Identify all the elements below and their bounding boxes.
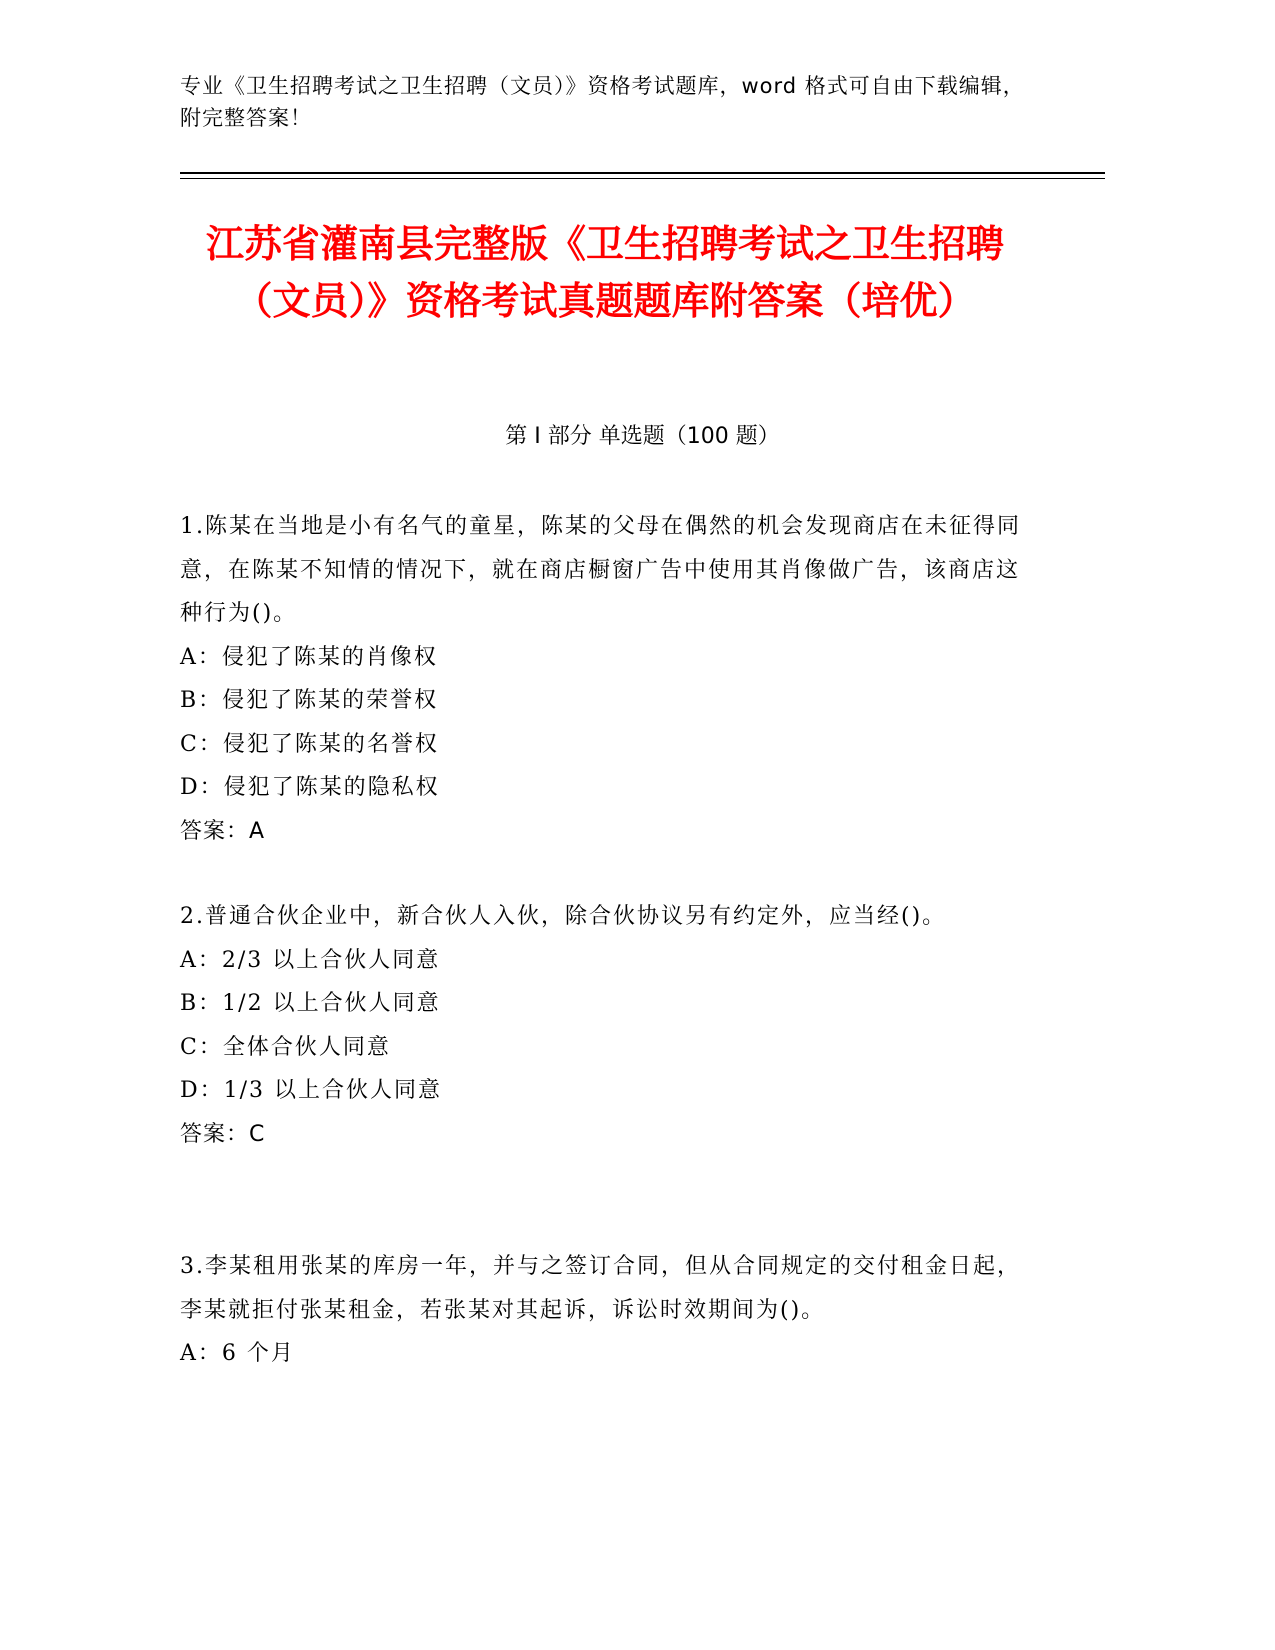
option-a: A：侵犯了陈某的肖像权 — [180, 644, 438, 670]
option-c: C：侵犯了陈某的名誉权 — [180, 731, 439, 757]
document-title: 江苏省灌南县完整版《卫生招聘考试之卫生招聘（文员）》资格考试真题题库附答案（培优） — [205, 222, 1004, 323]
answer: 答案：A — [180, 818, 266, 844]
option-d: D：1/3 以上合伙人同意 — [180, 1078, 443, 1103]
option-b: B：侵犯了陈某的荣誉权 — [180, 688, 439, 713]
option-c: C：全体合伙人同意 — [180, 1034, 391, 1060]
question-1 — [180, 505, 1040, 853]
header-note: 专业《卫生招聘考试之卫生招聘（文员）》资格考试题库，word 格式可自由下载编辑，附完整答案！ — [180, 74, 1025, 130]
question-stem: 1.陈某在当地是小有名气的童星，陈某的父母在偶然的机会发现商店在未征得同意，在陈某不知情的情况下，就在商店橱窗广告中使用其肖像做广告，该商店这种行为()。 — [180, 514, 1021, 626]
answer: 答案：C — [180, 1121, 266, 1147]
option-a: A：6 个月 — [180, 1341, 295, 1366]
question-3 — [180, 1245, 1040, 1376]
question-stem: 3.李某租用张某的库房一年，并与之签订合同，但从合同规定的交付租金日起，李某就拒付张某租金，若张某对其起诉，诉讼时效期间为()。 — [180, 1254, 1021, 1323]
option-b: B：1/2 以上合伙人同意 — [180, 991, 441, 1016]
header-divider-thick — [180, 172, 1105, 174]
question-2 — [180, 895, 1040, 1156]
question-stem: 2.普通合伙企业中，新合伙人入伙，除合伙协议另有约定外，应当经()。 — [180, 904, 947, 929]
option-d: D：侵犯了陈某的隐私权 — [180, 775, 440, 800]
header-divider-thin — [180, 178, 1105, 179]
option-a: A：2/3 以上合伙人同意 — [180, 947, 441, 973]
section-heading: 第 I 部分 单选题（100 题） — [505, 424, 780, 449]
